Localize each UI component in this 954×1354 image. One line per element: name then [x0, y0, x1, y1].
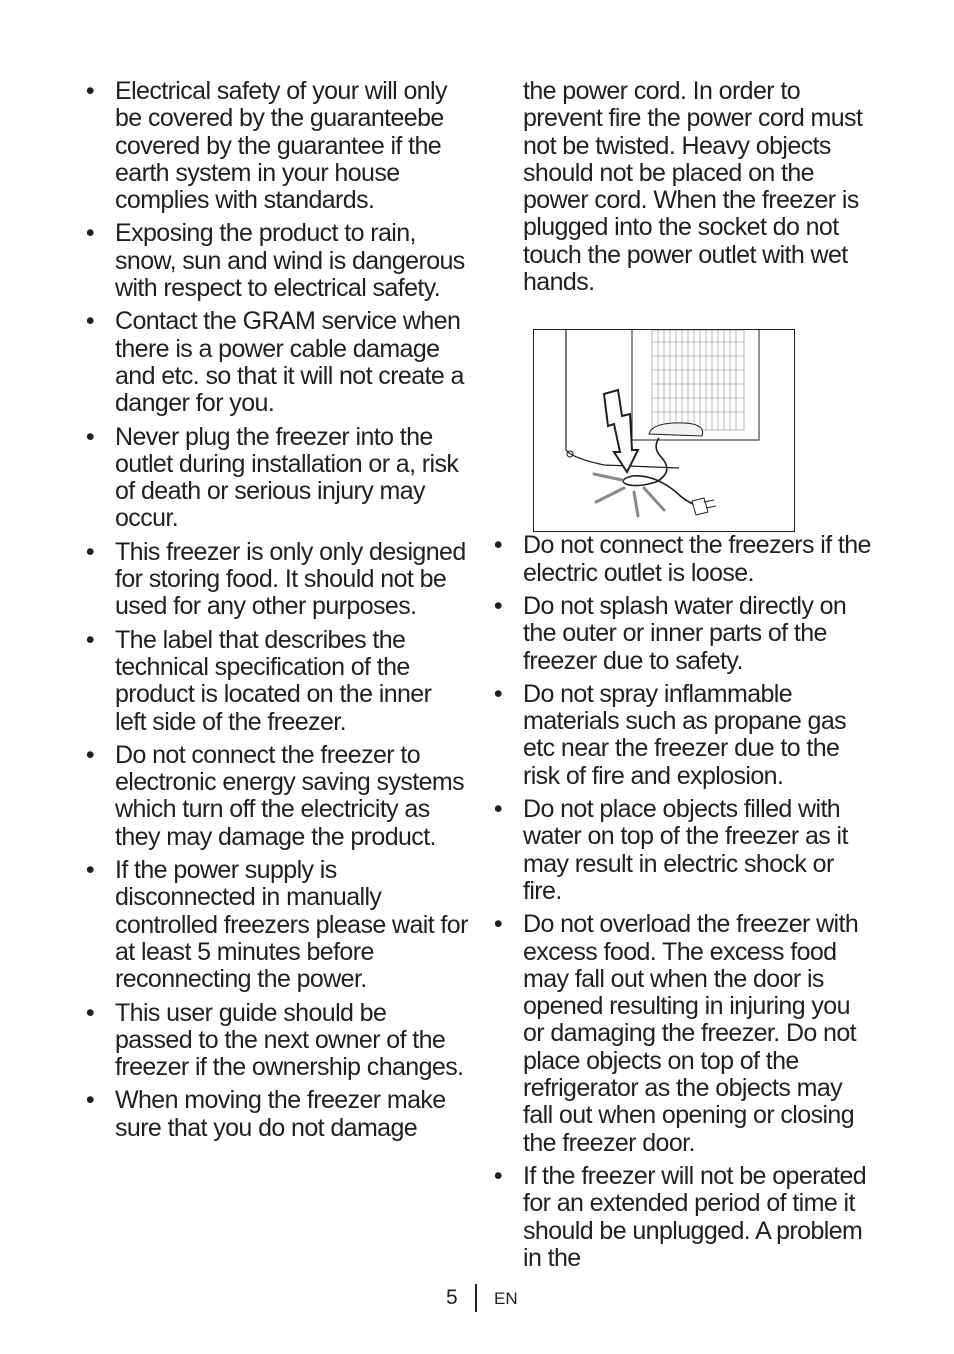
list-item — [84, 539, 468, 621]
list-item — [84, 78, 468, 214]
list-item-text: The label that describes the technical specification of the product is located on the inner left side of the freezer. — [115, 625, 432, 736]
list-item-text: Do not overload the freezer with excess food. The excess food may fall out when the door is opened resulting in injuring you or damaging the freezer. Do not place objects on top of the refrigerator as the objects may fall out when opening or closing the freezer door. — [523, 910, 859, 1157]
list-item — [84, 857, 468, 993]
list-item-text: When moving the freezer make sure that you do not damage — [115, 1086, 446, 1142]
bullet-icon: • — [85, 740, 95, 769]
list-item-text: If the power supply is disconnected in manually controlled freezers please wait for at least 5 minutes before reconnecting the power. — [115, 856, 468, 994]
bullet-icon: • — [85, 219, 95, 248]
language-code: EN — [494, 1289, 518, 1308]
bullet-icon: • — [85, 422, 95, 451]
bullet-icon: • — [493, 910, 503, 939]
list-item-text: This freezer is only only designed for storing food. It should not be used for any other purposes. — [115, 537, 466, 621]
left-column — [84, 78, 468, 1148]
list-item — [84, 627, 468, 736]
list-item-text: Do not spray inflammable materials such as propane gas etc near the freezer due to the risk of fire and explosion. — [523, 679, 847, 790]
bullet-icon: • — [85, 856, 95, 885]
bullet-icon: • — [493, 591, 503, 620]
list-item — [84, 308, 468, 417]
bullet-icon: • — [85, 625, 95, 654]
list-item — [84, 1000, 468, 1082]
list-item — [492, 911, 872, 1157]
list-item-text: Electrical safety of your will only be covered by the guaranteebe covered by the guarantee if the earth system in your house complies with standards. — [115, 77, 447, 215]
right-column — [492, 78, 872, 1278]
bullet-icon: • — [85, 77, 95, 105]
bullet-icon: • — [493, 531, 503, 560]
safety-list-right — [492, 532, 872, 1272]
bullet-icon: • — [85, 1086, 95, 1115]
bullet-icon: • — [85, 307, 95, 336]
list-item — [84, 424, 468, 533]
continued-paragraph: the power cord. In order to prevent fire the power cord must not be twisted. Heavy objects should not be placed on the power cord. When the freezer is plugged into the socket do not touch the power outlet with wet hands. — [523, 77, 863, 297]
list-item — [84, 220, 468, 302]
list-item — [84, 742, 468, 851]
safety-list-left — [84, 78, 468, 1142]
bullet-icon: • — [493, 1161, 503, 1190]
page-footer — [420, 1284, 620, 1314]
list-item — [492, 532, 872, 587]
bullet-icon: • — [85, 998, 95, 1027]
page-number: 5 — [446, 1286, 458, 1309]
bullet-icon: • — [493, 795, 503, 824]
freezer-power-cord-illustration — [534, 330, 794, 531]
list-item — [492, 1163, 872, 1272]
list-item-text: If the freezer will not be operated for an extended period of time it should be unplugged. A problem in the — [523, 1161, 867, 1272]
bullet-icon: • — [493, 679, 503, 708]
list-item — [492, 593, 872, 675]
list-item-text: Do not connect the freezer to electronic energy saving systems which turn off the electricity as they may damage the product. — [115, 740, 465, 851]
power-cord-warning-figure — [533, 329, 795, 532]
list-item-text: Do not place objects filled with water on top of the freezer as it may result in electric shock or fire. — [523, 795, 848, 905]
list-item — [492, 796, 872, 905]
list-item-text: Exposing the product to rain, snow, sun and wind is dangerous with respect to electrical safety. — [115, 219, 465, 303]
footer-divider — [475, 1284, 477, 1312]
list-item-text: Do not splash water directly on the outer or inner parts of the freezer due to safety. — [523, 591, 847, 675]
list-item — [492, 681, 872, 790]
list-item-text: Do not connect the freezers if the electric outlet is loose. — [523, 531, 871, 587]
list-item-text: Never plug the freezer into the outlet during installation or a, risk of death or serious injury may occur. — [115, 422, 459, 533]
list-item-text: This user guide should be passed to the next owner of the freezer if the ownership changes. — [115, 998, 464, 1082]
list-item-text: Contact the GRAM service when there is a power cable damage and etc. so that it will not create a danger for you. — [115, 307, 464, 418]
bullet-icon: • — [85, 537, 95, 566]
list-item — [84, 1087, 468, 1142]
